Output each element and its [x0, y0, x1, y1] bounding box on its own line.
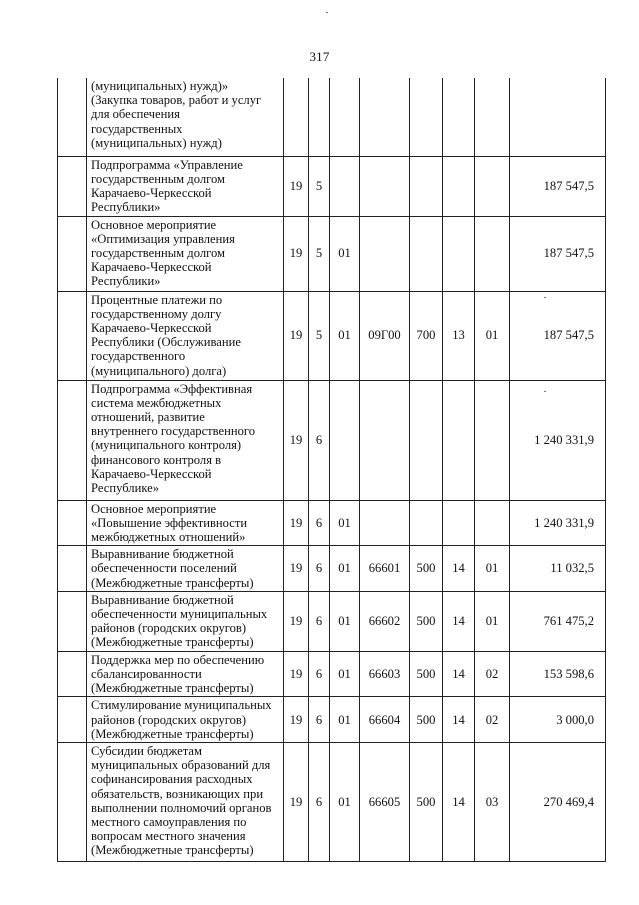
code-cell: 02: [475, 651, 510, 697]
code-cell: 19: [284, 291, 309, 380]
blank-cell: [58, 156, 87, 216]
code-cell: 14: [443, 697, 475, 743]
code-cell: 19: [284, 651, 309, 697]
code-cell: 19: [284, 546, 309, 592]
code-cell: 01: [330, 216, 360, 291]
code-cell: 19: [284, 156, 309, 216]
code-cell: 19: [284, 697, 309, 743]
blank-cell: [58, 380, 87, 500]
code-cell: [360, 156, 410, 216]
code-cell: 700: [410, 291, 443, 380]
amount-cell: 270 469,4: [510, 742, 606, 861]
amount-cell: 3 000,0: [510, 697, 606, 743]
code-cell: [410, 156, 443, 216]
item-name: Основное мероприятие «Оптимизация управления государственным долгом Карачаево-Черкесской Республики»: [87, 216, 284, 291]
blank-cell: [58, 697, 87, 743]
code-cell: [410, 500, 443, 546]
code-cell: 6: [309, 380, 330, 500]
code-cell: 14: [443, 546, 475, 592]
code-cell: 19: [284, 742, 309, 861]
blank-cell: [58, 742, 87, 861]
code-cell: [475, 500, 510, 546]
code-cell: 01: [330, 742, 360, 861]
table-row: [58, 697, 606, 743]
code-cell: [443, 216, 475, 291]
table-row: [58, 591, 606, 651]
code-cell: [475, 380, 510, 500]
code-cell: [360, 380, 410, 500]
code-cell: 5: [309, 156, 330, 216]
code-cell: [475, 156, 510, 216]
amount-cell: 187 547,5: [510, 216, 606, 291]
item-name: Поддержка мер по обеспечению сбалансированности (Межбюджетные трансферты): [87, 651, 284, 697]
code-cell: 19: [284, 500, 309, 546]
item-name: Основное мероприятие «Повышение эффективности межбюджетных отношений»: [87, 500, 284, 546]
code-cell: 14: [443, 591, 475, 651]
code-cell: [443, 500, 475, 546]
code-cell: 01: [475, 291, 510, 380]
item-name: Подпрограмма «Управление государственным долгом Карачаево-Черкесской Республики»: [87, 156, 284, 216]
code-cell: 500: [410, 591, 443, 651]
code-cell: 500: [410, 651, 443, 697]
code-cell: 01: [475, 591, 510, 651]
code-cell: 01: [330, 291, 360, 380]
code-cell: 14: [443, 742, 475, 861]
amount-cell: 11 032,5: [510, 546, 606, 592]
code-cell: [410, 216, 443, 291]
table-row: [58, 742, 606, 861]
table-row: [58, 291, 606, 380]
amount-cell: 1 240 331,9: [510, 500, 606, 546]
blank-cell: [58, 500, 87, 546]
table-row: [58, 156, 606, 216]
code-cell: [360, 78, 410, 156]
amount-cell: 761 475,2: [510, 591, 606, 651]
code-cell: [330, 78, 360, 156]
amount-cell: 1 240 331,9: [510, 380, 606, 500]
code-cell: 66604: [360, 697, 410, 743]
code-cell: [443, 78, 475, 156]
code-cell: [410, 380, 443, 500]
code-cell: 01: [330, 591, 360, 651]
code-cell: [475, 78, 510, 156]
code-cell: 6: [309, 742, 330, 861]
amount-cell: [510, 78, 606, 156]
table-row: [58, 546, 606, 592]
code-cell: 6: [309, 546, 330, 592]
amount-cell: 187 547,5: [510, 291, 606, 380]
code-cell: [330, 380, 360, 500]
item-name: Процентные платежи по государственному долгу Карачаево-Черкесской Республики (Обслуживание государственного (муниципального) долга): [87, 291, 284, 380]
table-row: [58, 500, 606, 546]
blank-cell: [58, 291, 87, 380]
code-cell: 01: [330, 500, 360, 546]
code-cell: 01: [475, 546, 510, 592]
amount-cell: 187 547,5: [510, 156, 606, 216]
code-cell: 6: [309, 697, 330, 743]
table-row: [58, 216, 606, 291]
code-cell: [410, 78, 443, 156]
page-number: 317: [309, 49, 330, 64]
code-cell: 500: [410, 742, 443, 861]
blank-cell: [58, 546, 87, 592]
code-cell: 19: [284, 216, 309, 291]
code-cell: [360, 216, 410, 291]
code-cell: 13: [443, 291, 475, 380]
code-cell: 03: [475, 742, 510, 861]
code-cell: [284, 78, 309, 156]
item-name: Выравнивание бюджетной обеспеченности муниципальных районов (городских округов) (Межбюджетные трансферты): [87, 591, 284, 651]
item-name: (муниципальных) нужд)» (Закупка товаров, работ и услуг для обеспечения государственных (муниципальных) нужд): [87, 78, 284, 156]
table-row: [58, 78, 606, 156]
code-cell: [360, 500, 410, 546]
code-cell: 5: [309, 216, 330, 291]
code-cell: [330, 156, 360, 216]
code-cell: 66601: [360, 546, 410, 592]
blank-cell: [58, 216, 87, 291]
code-cell: [475, 216, 510, 291]
code-cell: 01: [330, 546, 360, 592]
code-cell: 5: [309, 291, 330, 380]
code-cell: 66605: [360, 742, 410, 861]
item-name: Выравнивание бюджетной обеспеченности поселений (Межбюджетные трансферты): [87, 546, 284, 592]
blank-cell: [58, 78, 87, 156]
blank-cell: [58, 591, 87, 651]
amount-cell: 153 598,6: [510, 651, 606, 697]
table-row: [58, 380, 606, 500]
code-cell: [443, 380, 475, 500]
table-row: [58, 651, 606, 697]
code-cell: 66602: [360, 591, 410, 651]
item-name: Подпрограмма «Эффективная система межбюджетных отношений, развитие внутреннего государственного (муниципального контроля) финансового контроля в Карачаево-Черкесской Республике»: [87, 380, 284, 500]
code-cell: 6: [309, 500, 330, 546]
budget-table: [57, 78, 606, 862]
code-cell: 6: [309, 651, 330, 697]
code-cell: 500: [410, 546, 443, 592]
item-name: Стимулирование муниципальных районов (городских округов) (Межбюджетные трансферты): [87, 697, 284, 743]
code-cell: 19: [284, 591, 309, 651]
code-cell: 14: [443, 651, 475, 697]
code-cell: 01: [330, 651, 360, 697]
blank-cell: [58, 651, 87, 697]
code-cell: 6: [309, 591, 330, 651]
code-cell: 01: [330, 697, 360, 743]
item-name: Субсидии бюджетам муниципальных образований для софинансирования расходных обязательств, возникающих при выполнении полномочий органов местного самоуправления по вопросам местного значения (Межбюджетные трансферты): [87, 742, 284, 861]
scan-speck: [326, 12, 328, 13]
code-cell: 02: [475, 697, 510, 743]
code-cell: 09Г00: [360, 291, 410, 380]
code-cell: [309, 78, 330, 156]
code-cell: 19: [284, 380, 309, 500]
code-cell: 500: [410, 697, 443, 743]
code-cell: 66603: [360, 651, 410, 697]
code-cell: [443, 156, 475, 216]
